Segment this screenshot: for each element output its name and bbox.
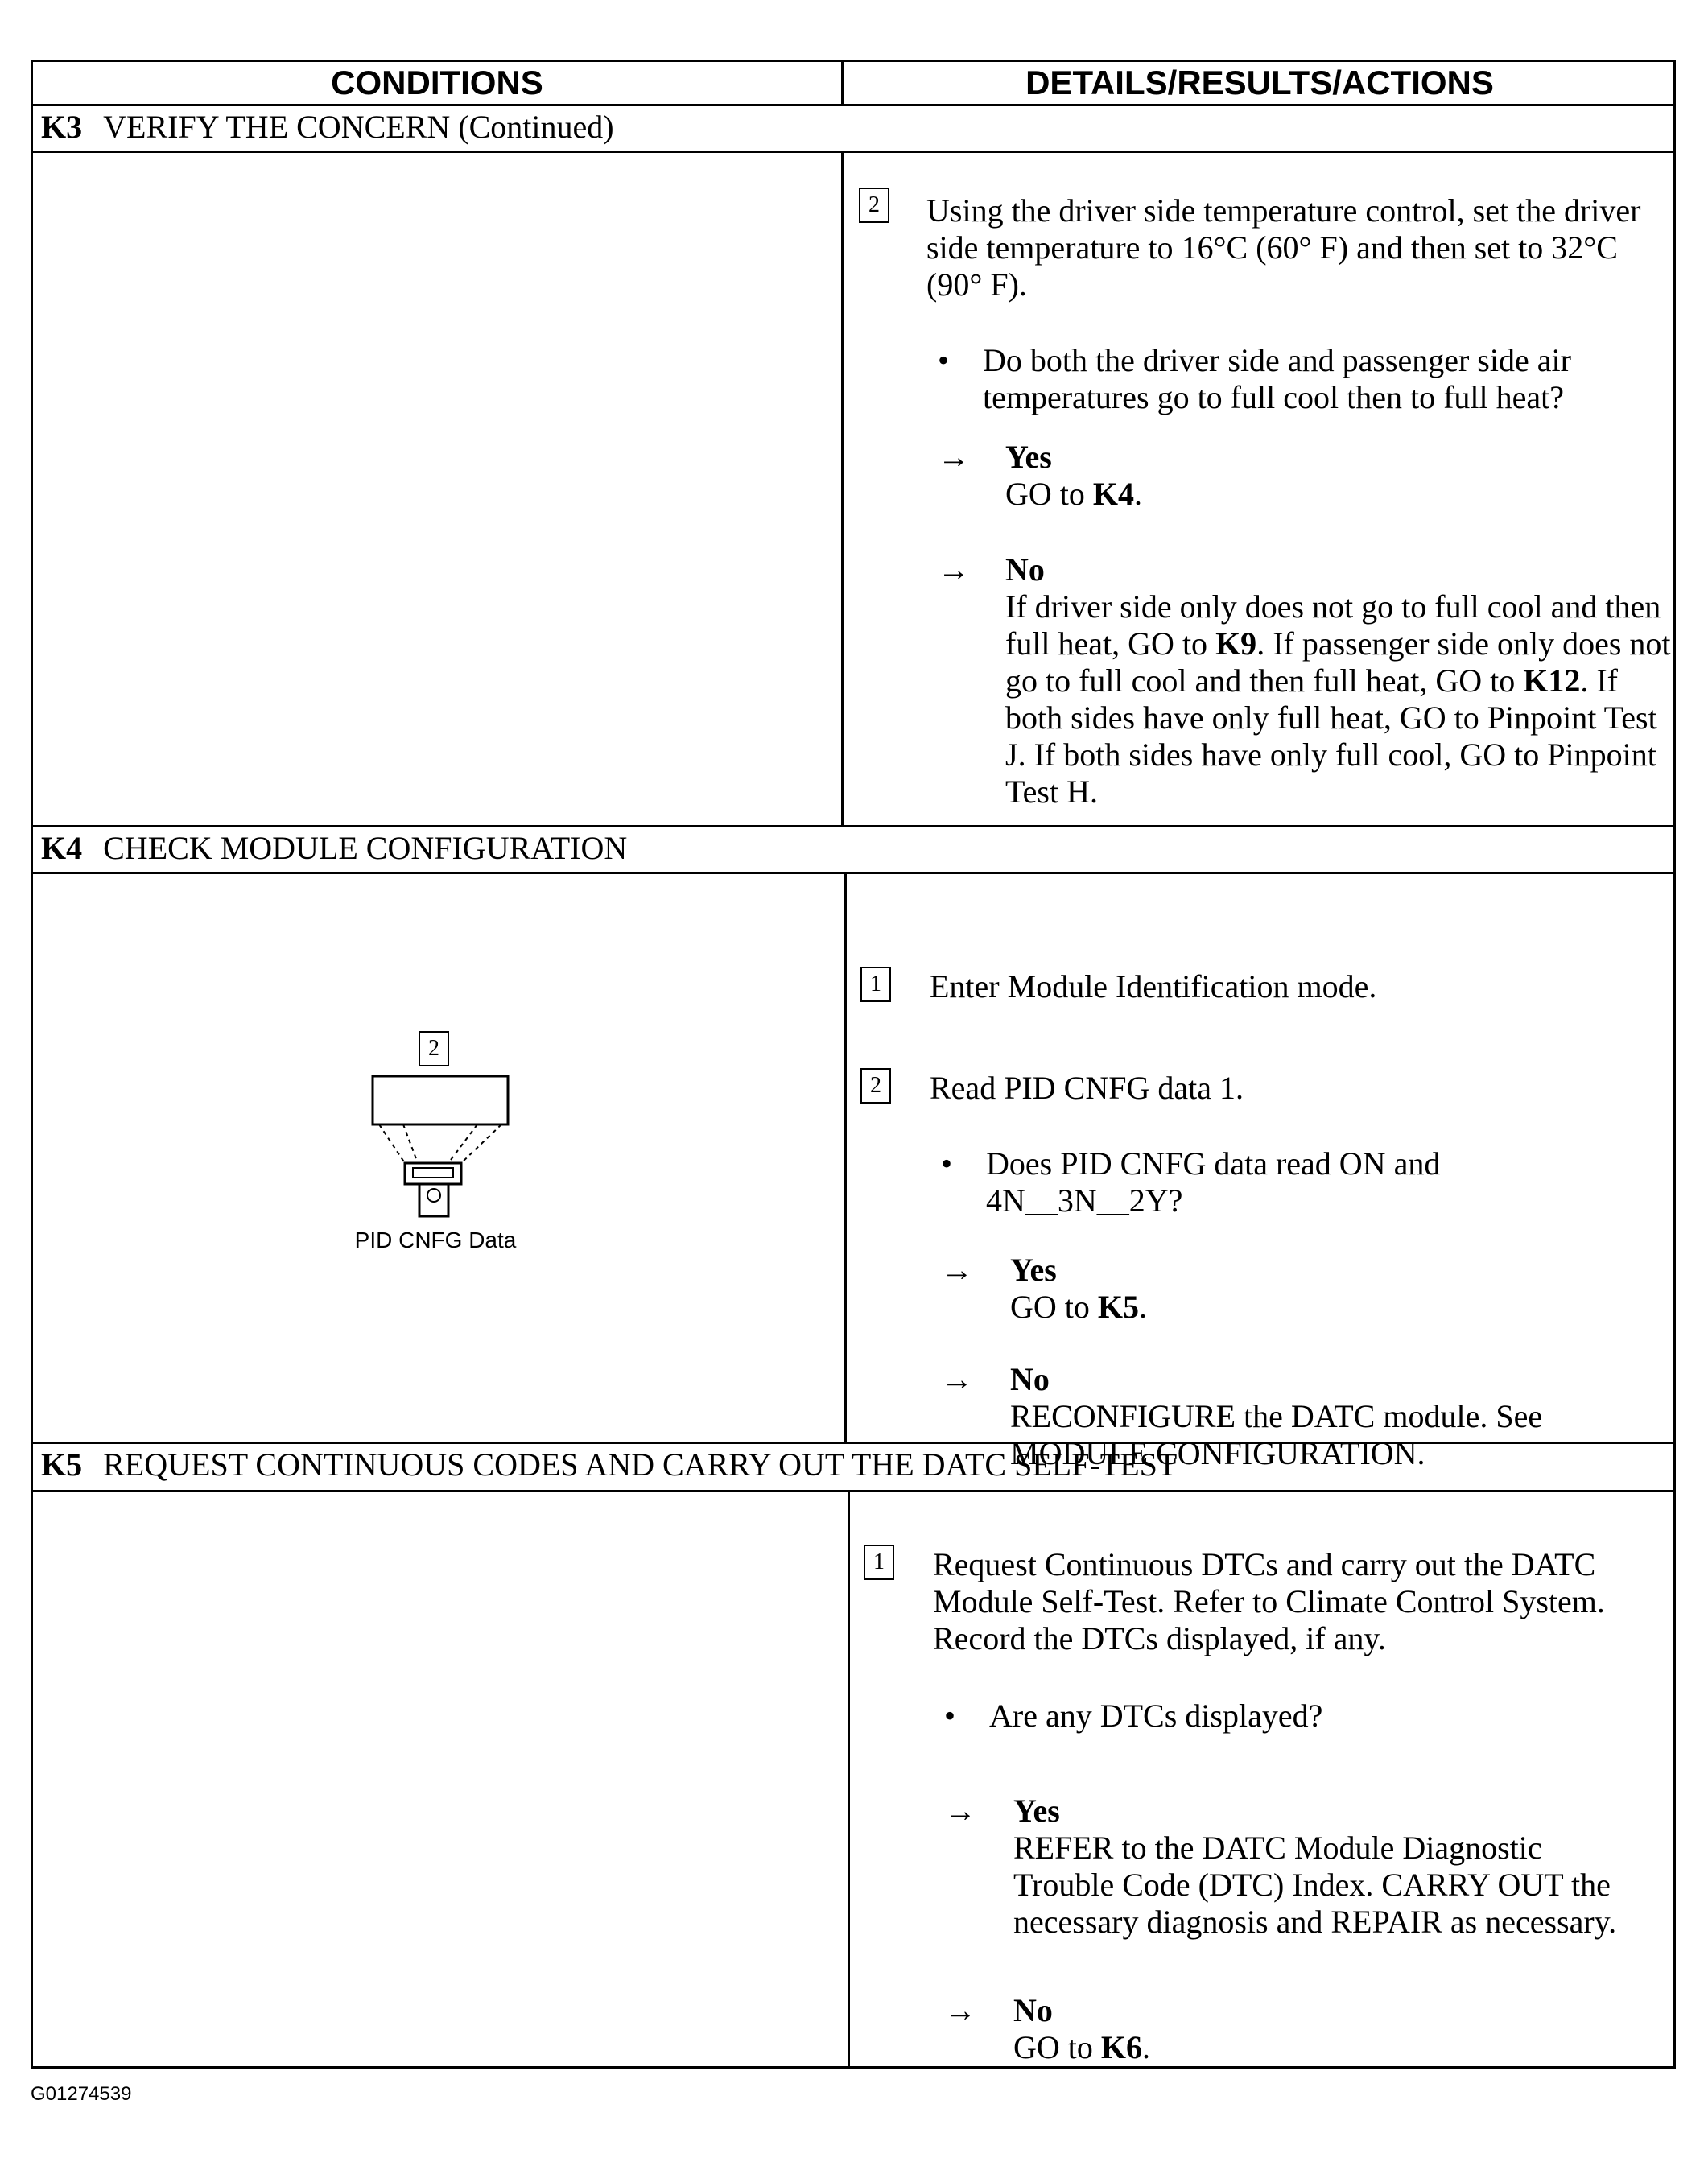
diagnostic-table	[31, 60, 1676, 2069]
result-text: .	[1139, 1289, 1148, 1325]
section-k4-code: K4	[41, 830, 83, 866]
details-column-header: DETAILS/RESULTS/ACTIONS	[1025, 64, 1494, 101]
section-k3-title	[41, 104, 614, 151]
step-number-box: 2	[859, 188, 889, 223]
k3-no-result	[1005, 551, 1673, 811]
arrow-icon: →	[938, 551, 970, 588]
result-text: REFER to the DATC Module Diagnostic Trouble Code (DTC) Index. CARRY OUT the necessary diagnosis and REPAIR as necessary.	[1013, 1830, 1617, 1940]
result-text: If driver side only does not go to full cool and then full heat, GO to	[1005, 588, 1661, 662]
conditions-column-header: CONDITIONS	[331, 64, 543, 101]
no-label: No	[1010, 1361, 1050, 1397]
arrow-icon: →	[941, 1361, 973, 1397]
arrow-icon: →	[938, 439, 970, 475]
figure-code: G01274539	[31, 2083, 132, 2105]
section-k5-label: REQUEST CONTINUOUS CODES AND CARRY OUT THE DATC SELF-TEST	[103, 1446, 1178, 1483]
section-k3-code: K3	[41, 109, 83, 145]
k4-step2-instruction: Read PID CNFG data 1.	[930, 1070, 1244, 1106]
k4-question: Does PID CNFG data read ON and 4N__3N__2Y?	[986, 1145, 1441, 1219]
result-text: . If passenger side only does not go to full cool and then full heat, GO to	[1005, 625, 1671, 699]
result-text: GO to	[1013, 2029, 1101, 2065]
figure-caption: PID CNFG Data	[354, 1227, 517, 1252]
k4-step1-instruction: Enter Module Identification mode.	[930, 968, 1377, 1005]
result-text: . If both sides have only full heat, GO to Pinpoint Test J. If both sides have only full cool, GO to Pinpoint Test H.	[1005, 662, 1657, 810]
result-text: .	[1142, 2029, 1151, 2065]
step-number-box: 1	[860, 967, 891, 1002]
k3-yes-result	[1005, 439, 1665, 513]
no-label: No	[1005, 551, 1045, 588]
yes-label: Yes	[1010, 1252, 1057, 1288]
k5-no-result	[1013, 1992, 1641, 2066]
k5-question: Are any DTCs displayed?	[989, 1698, 1323, 1734]
step-reference: K6	[1100, 2029, 1143, 2065]
step-reference: K9	[1215, 625, 1257, 662]
k4-yes-result	[1010, 1252, 1654, 1326]
section-k5-code: K5	[41, 1446, 83, 1483]
section-k4-label: CHECK MODULE CONFIGURATION	[103, 830, 628, 866]
step-reference: K5	[1097, 1289, 1140, 1325]
yes-label: Yes	[1005, 439, 1052, 475]
step-number-box: 2	[860, 1068, 891, 1104]
section-k3-label: VERIFY THE CONCERN (Continued)	[103, 109, 614, 145]
section-k5-title	[41, 1442, 1177, 1488]
k5-yes-result	[1013, 1793, 1641, 1941]
section-k4-title	[41, 825, 627, 872]
arrow-icon: →	[944, 1793, 976, 1829]
step-reference: K12	[1523, 662, 1581, 699]
k3-step2-instruction: Using the driver side temperature control, set the driver side temperature to 16°C (60° F) and then set to 32°C (90° F).	[926, 192, 1641, 303]
bullet-icon: •	[941, 1145, 953, 1182]
k3-question: Do both the driver side and passenger side air temperatures go to full cool then to full heat?	[983, 342, 1571, 415]
result-text: .	[1134, 476, 1143, 512]
figure-number-box: 2	[419, 1031, 449, 1066]
result-text: RECONFIGURE the DATC module. See MODULE CONFIGURATION.	[1010, 1398, 1543, 1471]
result-text: GO to	[1005, 476, 1093, 512]
bullet-icon: •	[938, 342, 950, 378]
step-reference: K4	[1092, 476, 1135, 512]
arrow-icon: →	[944, 1992, 976, 2028]
result-text: GO to	[1010, 1289, 1098, 1325]
yes-label: Yes	[1013, 1793, 1060, 1829]
step-number-box: 1	[864, 1545, 894, 1580]
no-label: No	[1013, 1992, 1053, 2028]
bullet-icon: •	[944, 1698, 956, 1734]
k5-step1-instruction: Request Continuous DTCs and carry out the DATC Module Self-Test. Refer to Climate Control System. Record the DTCs displayed, if any.	[933, 1546, 1605, 1656]
scan-tool-icon	[355, 1075, 516, 1219]
arrow-icon: →	[941, 1252, 973, 1288]
